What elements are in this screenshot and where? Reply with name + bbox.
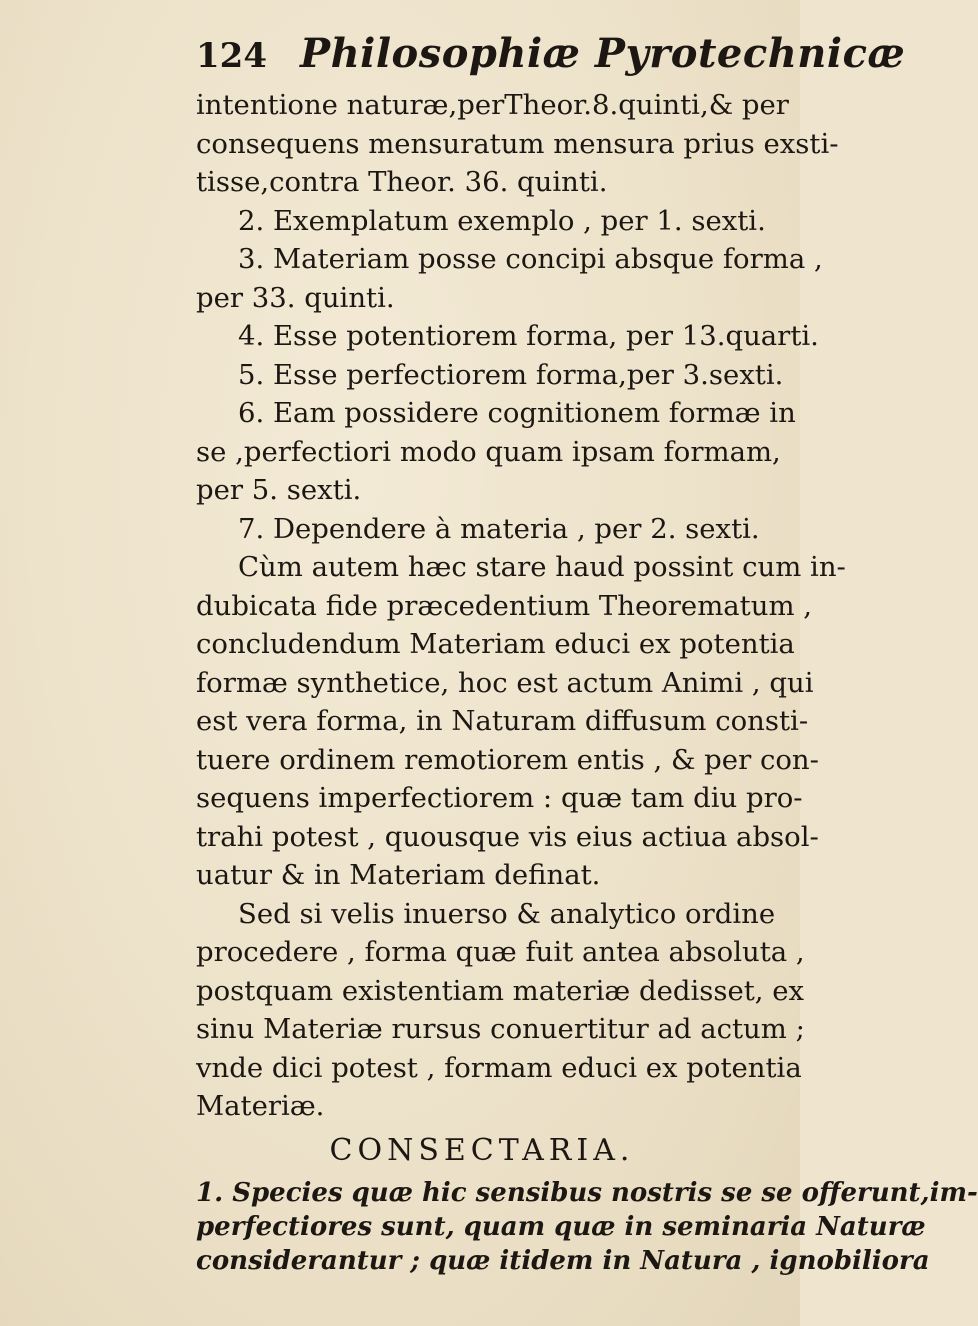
text-line: 4. Esse potentiorem forma, per 13.quarti. (238, 320, 819, 352)
page-header (196, 28, 906, 84)
text-line: 5. Esse perfectiorem forma,per 3.sexti. (238, 358, 784, 391)
consectaria-line: 1. Species quæ hic sensibus nostris se se offerunt,im- (196, 1177, 978, 1208)
text-line: dubicata fide præcedentium Theorematum , (196, 589, 812, 622)
text-line: sinu Materiæ rursus conuertitur ad actum ; (196, 1013, 805, 1045)
consectaria-line: perfectiores sunt, quam quæ in seminaria Naturæ (196, 1211, 926, 1242)
text-line: concludendum Materiam educi ex potentia (196, 628, 795, 660)
running-head: Philosophiæ Pyrotechnicæ (300, 30, 906, 77)
text-line: tuere ordinem remotiorem entis , & per con- (196, 743, 819, 776)
text-line: consequens mensuratum mensura prius exsti- (196, 127, 839, 160)
text-line: 3. Materiam posse concipi absque forma , (238, 243, 823, 275)
text-block (196, 86, 978, 1278)
text-line: uatur & in Materiam definat. (196, 859, 601, 891)
text-line: Materiæ. (196, 1090, 325, 1122)
text-line: tisse,contra Theor. 36. quinti. (196, 166, 608, 198)
text-line: per 33. quinti. (196, 281, 395, 314)
text-line: per 5. sexti. (196, 474, 362, 506)
text-line: 7. Dependere à materia , per 2. sexti. (238, 512, 760, 545)
text-line: sequens imperfectiorem : quæ tam diu pro- (196, 782, 803, 814)
text-line: procedere , forma quæ fuit antea absoluta , (196, 936, 805, 968)
text-line: formæ synthetice, hoc est actum Animi , qui (196, 666, 814, 699)
consectaria-line: considerantur ; quæ itidem in Natura , ignobiliora (196, 1245, 930, 1276)
text-line: vnde dici potest , formam educi ex potentia (196, 1051, 802, 1084)
text-line: se ,perfectiori modo quam ipsam formam, (196, 435, 781, 468)
text-line: est vera forma, in Naturam diffusum consti- (196, 705, 809, 737)
text-line: trahi potest , quousque vis eius actiua absol- (196, 820, 819, 853)
text-line: postquam existentiam materiæ dedisset, ex (196, 974, 805, 1007)
text-line: 6. Eam possidere cognitionem formæ in (238, 397, 796, 429)
text-line: Cùm autem hæc stare haud possint cum in- (238, 551, 846, 583)
text-line: Sed si velis inuerso & analytico ordine (238, 897, 776, 930)
text-line: 2. Exemplatum exemplo , per 1. sexti. (238, 204, 766, 237)
page-number: 124 (196, 36, 267, 76)
text-line: intentione naturæ,perTheor.8.quinti,& per (196, 89, 789, 121)
section-heading: CONSECTARIA. (329, 1132, 635, 1168)
